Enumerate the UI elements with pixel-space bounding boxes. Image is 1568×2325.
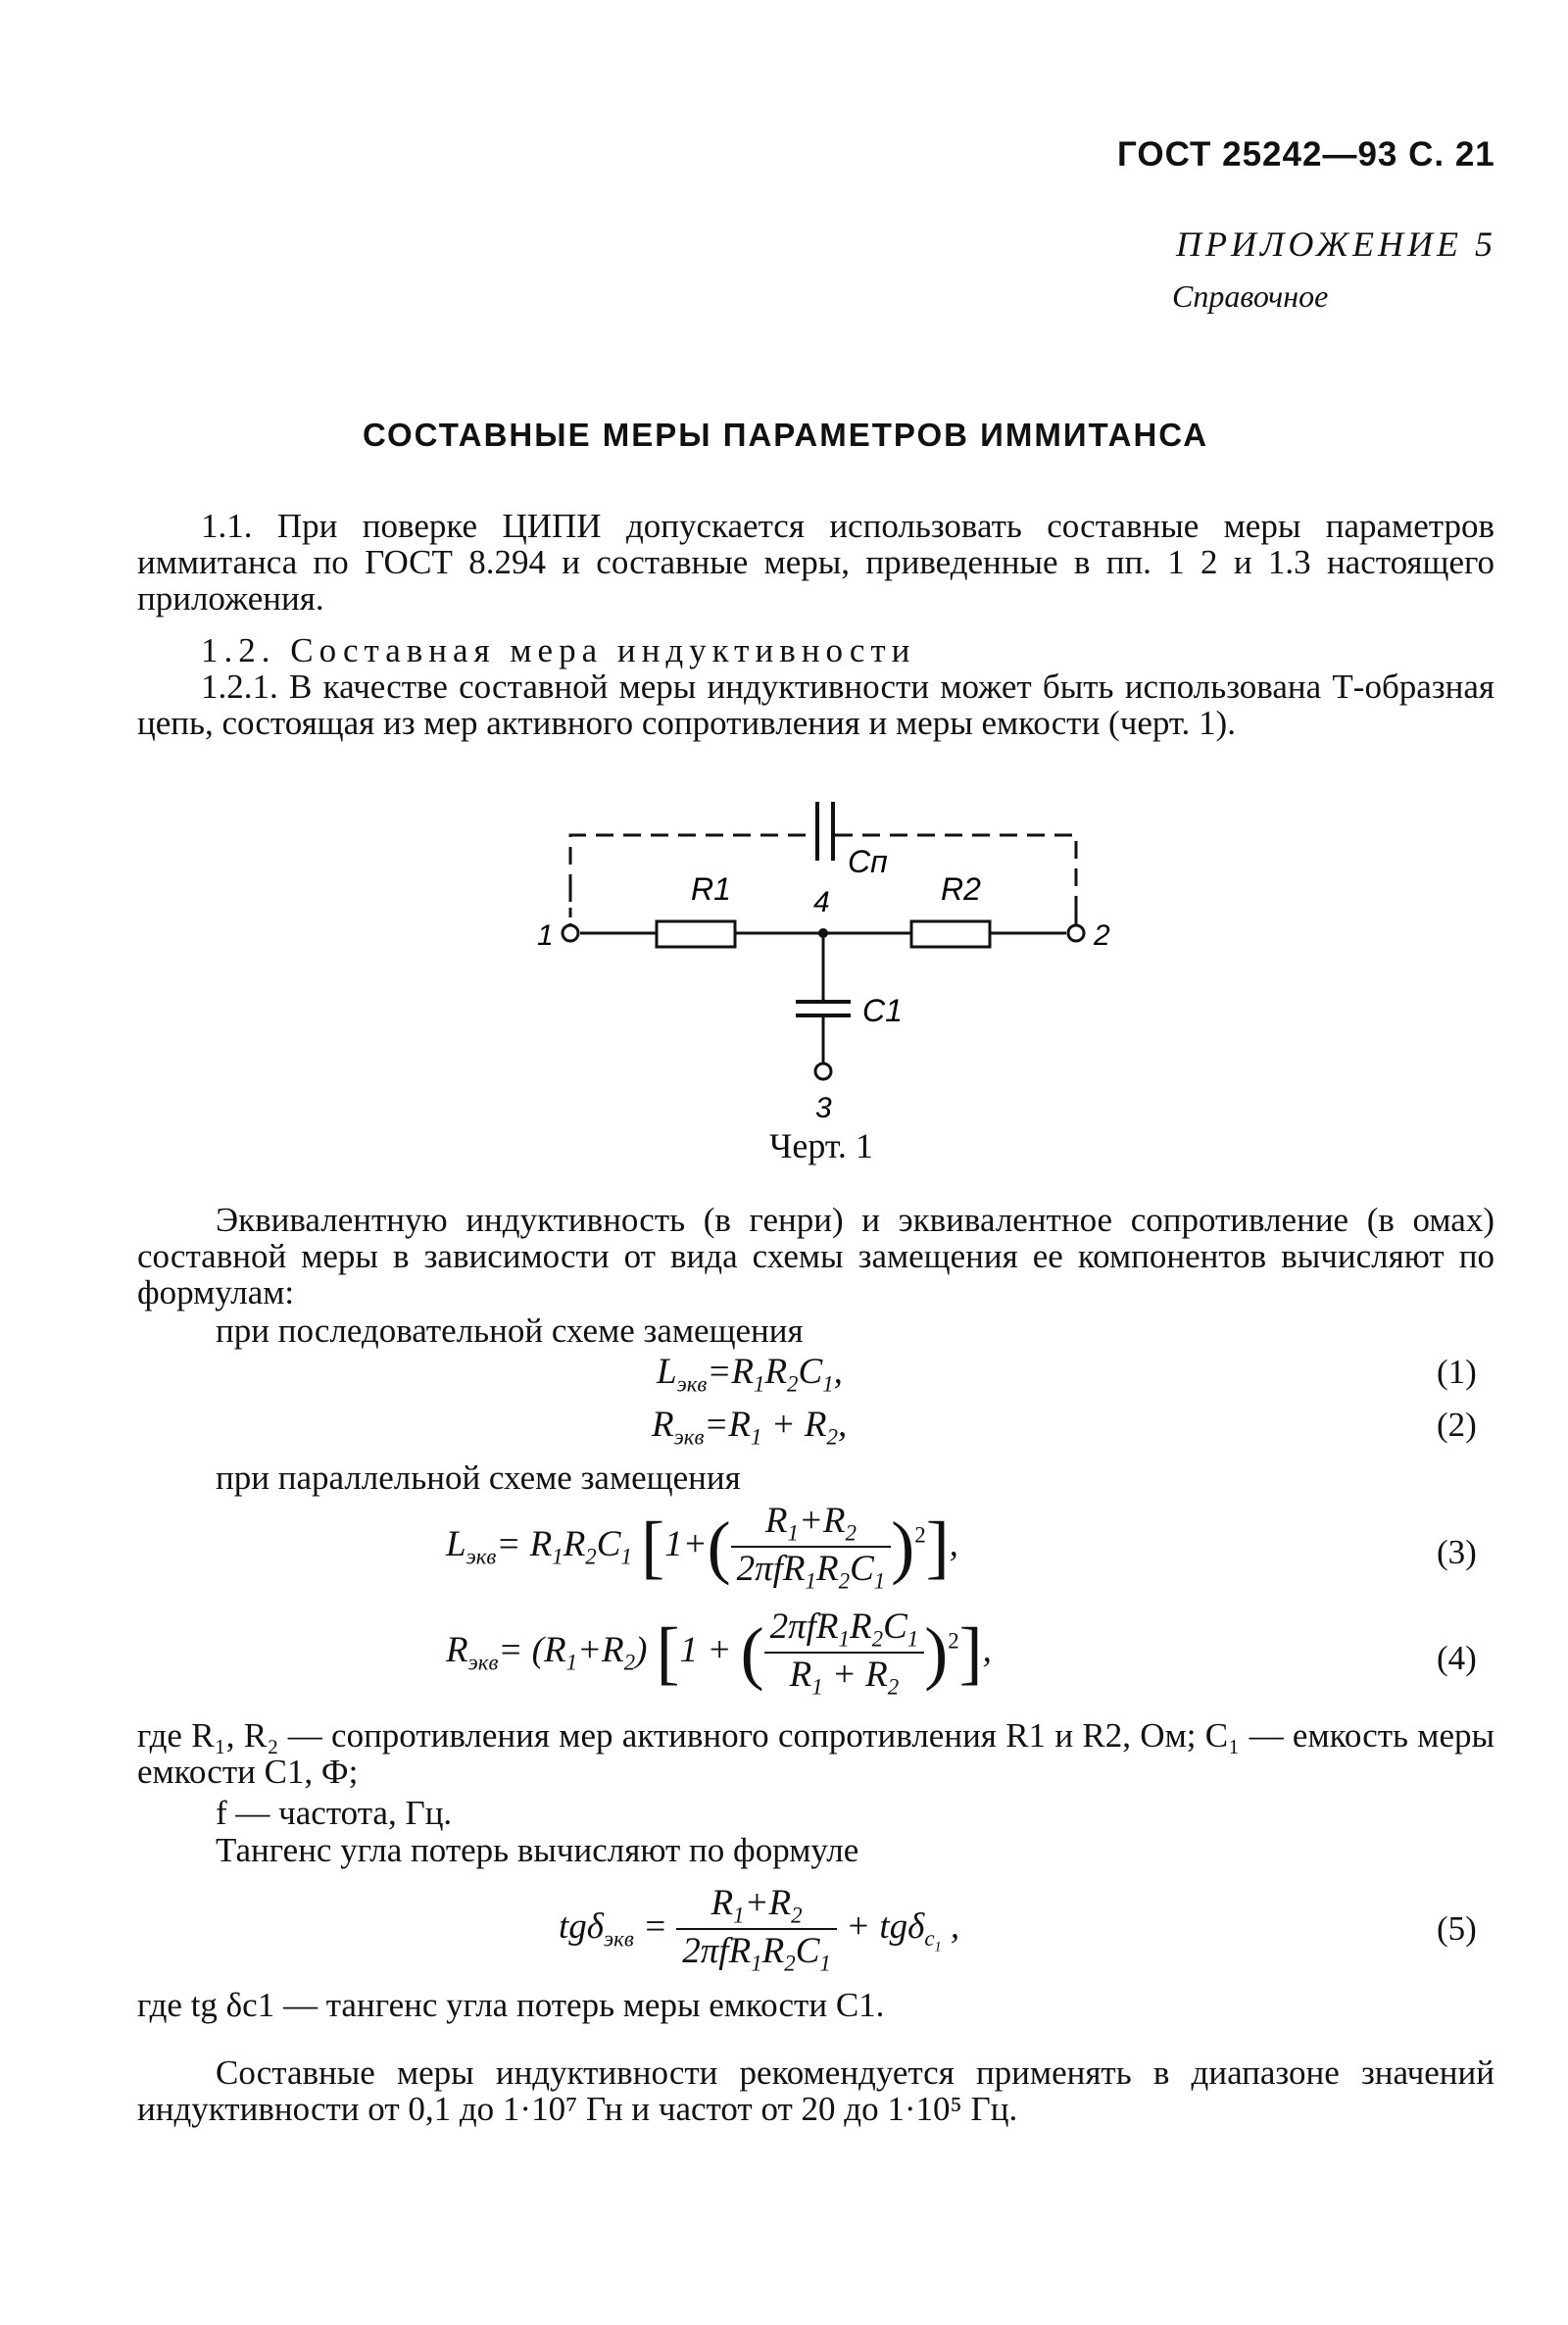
appendix-title: ПРИЛОЖЕНИЕ 5 (1176, 224, 1496, 264)
paragraph-where-r: где R₁, R₂ — сопротивления мер активного сопротивления R1 и R2, Ом; C₁ — емкость меры емкости C1, Ф; (137, 1716, 1494, 1791)
label-c1: C1 (862, 993, 903, 1028)
formula-3: $L_{экв}= R_1R_2C_1$ [1+( $\frac{R_1+R_2}{2\pi fR_1R_2C_1}$ )$^2$], (446, 1501, 958, 1594)
t-circuit-diagram (510, 784, 1137, 1127)
eq-number-4: (4) (1437, 1639, 1477, 1677)
paragraph-1-2-heading: 1.2. Составная мера индуктивности (201, 631, 916, 669)
terminal-2 (1068, 925, 1084, 941)
paragraph-equivalent: Эквивалентную индуктивность (в генри) и эквивалентное сопротивление (в омах) составной меры в зависимости от вида схемы замещения ее компонентов вычисляют по формулам: (137, 1201, 1494, 1311)
formula-2: $R_{экв}=R_1 + R_2$, (652, 1405, 848, 1450)
formula-4: $R_{экв}= (R_1+R_2) [1$ + ( $\frac{2\pi fR_1R_2C_1}{R_1 + R_2}$ )$^2$], (446, 1607, 992, 1700)
paragraph-where-tg: где tg δc1 — тангенс угла потерь меры емкости C1. (137, 1986, 885, 2024)
terminal-1 (563, 925, 578, 941)
eq-number-3: (3) (1437, 1533, 1477, 1571)
label-r1: R1 (691, 871, 731, 907)
paragraph-recommendation: Составные меры индуктивности рекомендуется применять в диапазоне значений индуктивности от 0,1 до 1·10⁷ Гн и частот от 20 до 1·10⁵ Гц. (137, 2053, 1494, 2128)
resistor-r1 (657, 921, 735, 947)
parallel-scheme-label: при параллельной схеме замещения (216, 1459, 741, 1497)
tangent-intro: Тангенс угла потерь вычисляют по формуле (216, 1831, 859, 1869)
label-r2: R2 (941, 871, 981, 907)
paragraph-1-2-1: 1.2.1. В качестве составной меры индуктивности может быть использована Т-образная цепь, состоящая из мер активного сопротивления и меры емкости (черт. 1). (137, 668, 1494, 742)
label-node-2: 2 (1094, 919, 1110, 952)
label-node-3: 3 (815, 1092, 832, 1124)
terminal-3 (815, 1064, 831, 1079)
appendix-type: Справочное (1172, 278, 1329, 314)
paragraph-where-f: f — частота, Гц. (216, 1794, 453, 1832)
resistor-r2 (911, 921, 990, 947)
label-cp: Cп (848, 844, 888, 879)
formula-5: tgδ$_{экв}$ = $\frac{R_1+R_2}{2\pi fR_1R_2C_1}$ + tgδ$_{c_1}$ , (559, 1883, 960, 1976)
paragraph-1-1: 1.1. При поверке ЦИПИ допускается использовать составные меры параметров иммитанса по ГОСТ 8.294 и составные меры, приведенные в пп. 1 2 и 1.3 настоящего приложения. (137, 507, 1494, 618)
page-header: ГОСТ 25242—93 С. 21 (1117, 135, 1495, 173)
label-node-1: 1 (537, 919, 554, 952)
figure-caption: Черт. 1 (769, 1126, 873, 1165)
series-scheme-label: при последовательной схеме замещения (216, 1311, 804, 1350)
eq-number-2: (2) (1437, 1406, 1477, 1444)
label-node-4: 4 (813, 886, 830, 918)
formula-1: $L_{экв}=R_1R_2C_1$, (657, 1352, 843, 1397)
section-title: СОСТАВНЫЕ МЕРЫ ПАРАМЕТРОВ ИММИТАНСА (363, 417, 1209, 453)
eq-number-5: (5) (1437, 1909, 1477, 1948)
eq-number-1: (1) (1437, 1353, 1477, 1391)
